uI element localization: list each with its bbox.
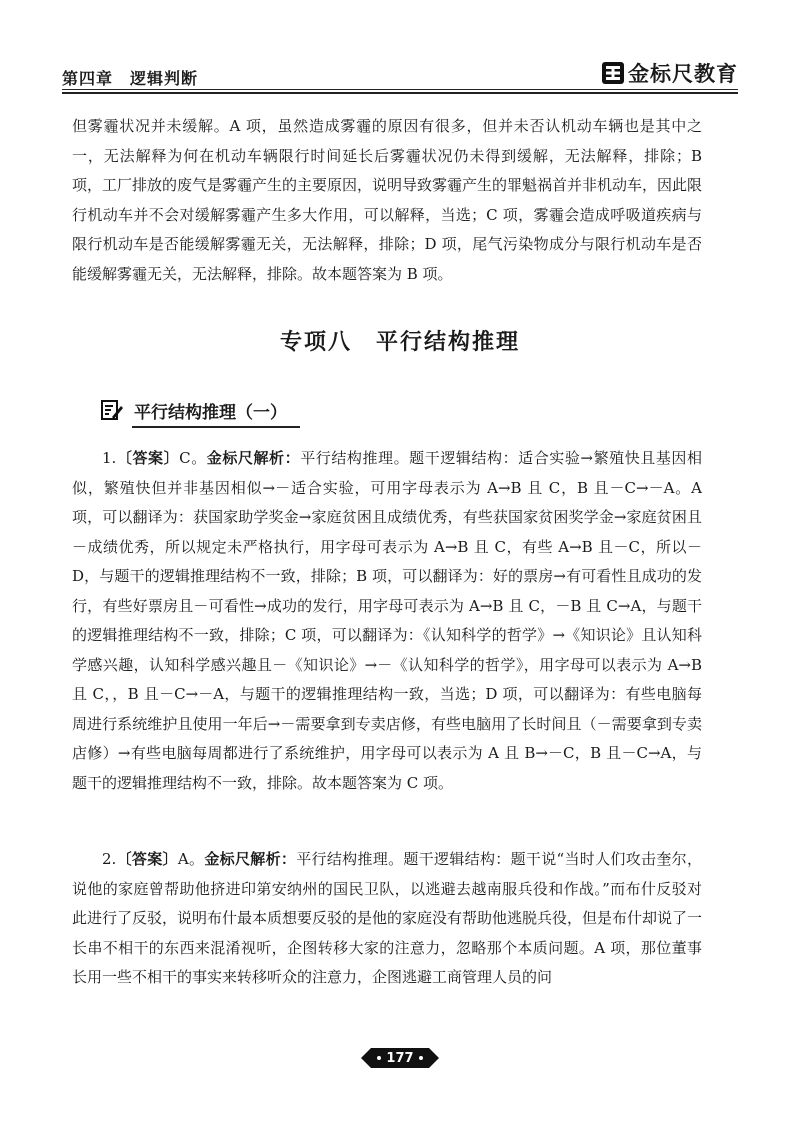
section-title: 专项八 平行结构推理: [279, 330, 520, 355]
answer-2: [72, 845, 702, 993]
answer-body: 平行结构推理。题干逻辑结构：题干说“当时人们攻击奎尔，说他的家庭曾帮助他挤进印第安纳州的国民卫队，以逃避去越南服兵役和作战。”而布什反驳对此进行了反驳，说明布什最本质想要反驳的是他的家庭没有帮助他逃脱兵役，但是布什却说了一长串不相干的东西来混淆视听，企图转移大家的注意力，忽略那个本质问题。A 项，那位董事长用一些不相干的事实来转移听众的注意力，企图逃避工商管理人员的问: [72, 850, 703, 986]
chapter-title: 第四章 逻辑判断: [62, 69, 199, 88]
edit-note-icon: [100, 398, 124, 422]
answer-number: 1.: [102, 449, 117, 467]
analysis-label: 金标尺解析：: [206, 449, 301, 467]
page-number-badge: [357, 1047, 443, 1069]
intro-paragraph: [72, 112, 702, 289]
answer-value: A。: [177, 850, 205, 868]
intro-text: 但雾霾状况并未缓解。A 项，虽然造成雾霾的原因有很多，但并未否认机动车辆也是其中之一，无法解释为何在机动车辆限行时间延长后雾霾状况仍未得到缓解，无法解释，排除；B 项，工厂排放的废气是雾霾产生的主要原因，说明导致雾霾产生的罪魁祸首并非机动车，因此限行机动车并不会对缓解雾霾产生多大作用，可以解释，当选；C 项，雾霾会造成呼吸道疾病与限行机动车是否能缓解雾霾无关，无法解释，排除；D 项，尾气污染物成分与限行机动车是否能缓解雾霾无关，无法解释，排除。故本题答案为 B 项。: [72, 117, 703, 283]
book-logo-icon: [601, 61, 625, 85]
header-divider-thin: [62, 89, 738, 90]
answer-number: 2.: [102, 850, 117, 868]
brand: [601, 60, 738, 86]
answer-label: 〔答案〕: [116, 850, 178, 868]
answer-body: 平行结构推理。题干逻辑结构：适合实验→繁殖快且基因相似，繁殖快但并非基因相似→－适合实验，可用字母表示为 A→B 且 C，B 且－C→－A。A 项，可以翻译为：获国家助学奖金→家庭贫困且成绩优秀，有些获国家贫困奖学金→家庭贫困且－成绩优秀，所以规定未严格执行，用字母可表示为 A→B 且 C，有些 A→B 且－C，所以－D，与题干的逻辑推理结构不一致，排除；B 项，可以翻译为：好的票房→有可看性且成功的发行，有些好票房且－可看性→成功的发行，用字母可表示为 A→B 且 C，－B 且 C→A，与题干的逻辑推理结构不一致，排除；C 项，可以翻译为：《认知科学的哲学》→《知识论》且认知科学感兴趣，认知科学感兴趣且－《知识论》→－《认知科学的哲学》，用字母可以表示为 A→B 且 C，，B 且－C→－A，与题干的逻辑推理结构一致，当选；D 项，可以翻译为：有些电脑每周进行系统维护且使用一年后→－需要拿到专卖店修，有些电脑用了长时间且（－需要拿到专卖店修）→有些电脑每周都进行了系统维护，用字母可以表示为 A 且 B→－C，B 且－C→A，与题干的逻辑推理结构不一致，排除。故本题答案为 C 项。: [72, 449, 702, 792]
page-header: [62, 58, 738, 94]
page-number: 177: [386, 1050, 414, 1066]
sub-heading-text: 平行结构推理（一）: [134, 402, 287, 423]
sub-heading-underline: [132, 426, 300, 428]
sub-heading: [100, 395, 287, 425]
answer-label: 〔答案〕: [116, 449, 180, 467]
brand-name: 金标尺教育: [628, 62, 738, 86]
header-divider: [62, 92, 738, 94]
analysis-label: 金标尺解析：: [204, 850, 297, 868]
answer-value: C。: [179, 449, 207, 467]
answer-1: [72, 444, 702, 798]
